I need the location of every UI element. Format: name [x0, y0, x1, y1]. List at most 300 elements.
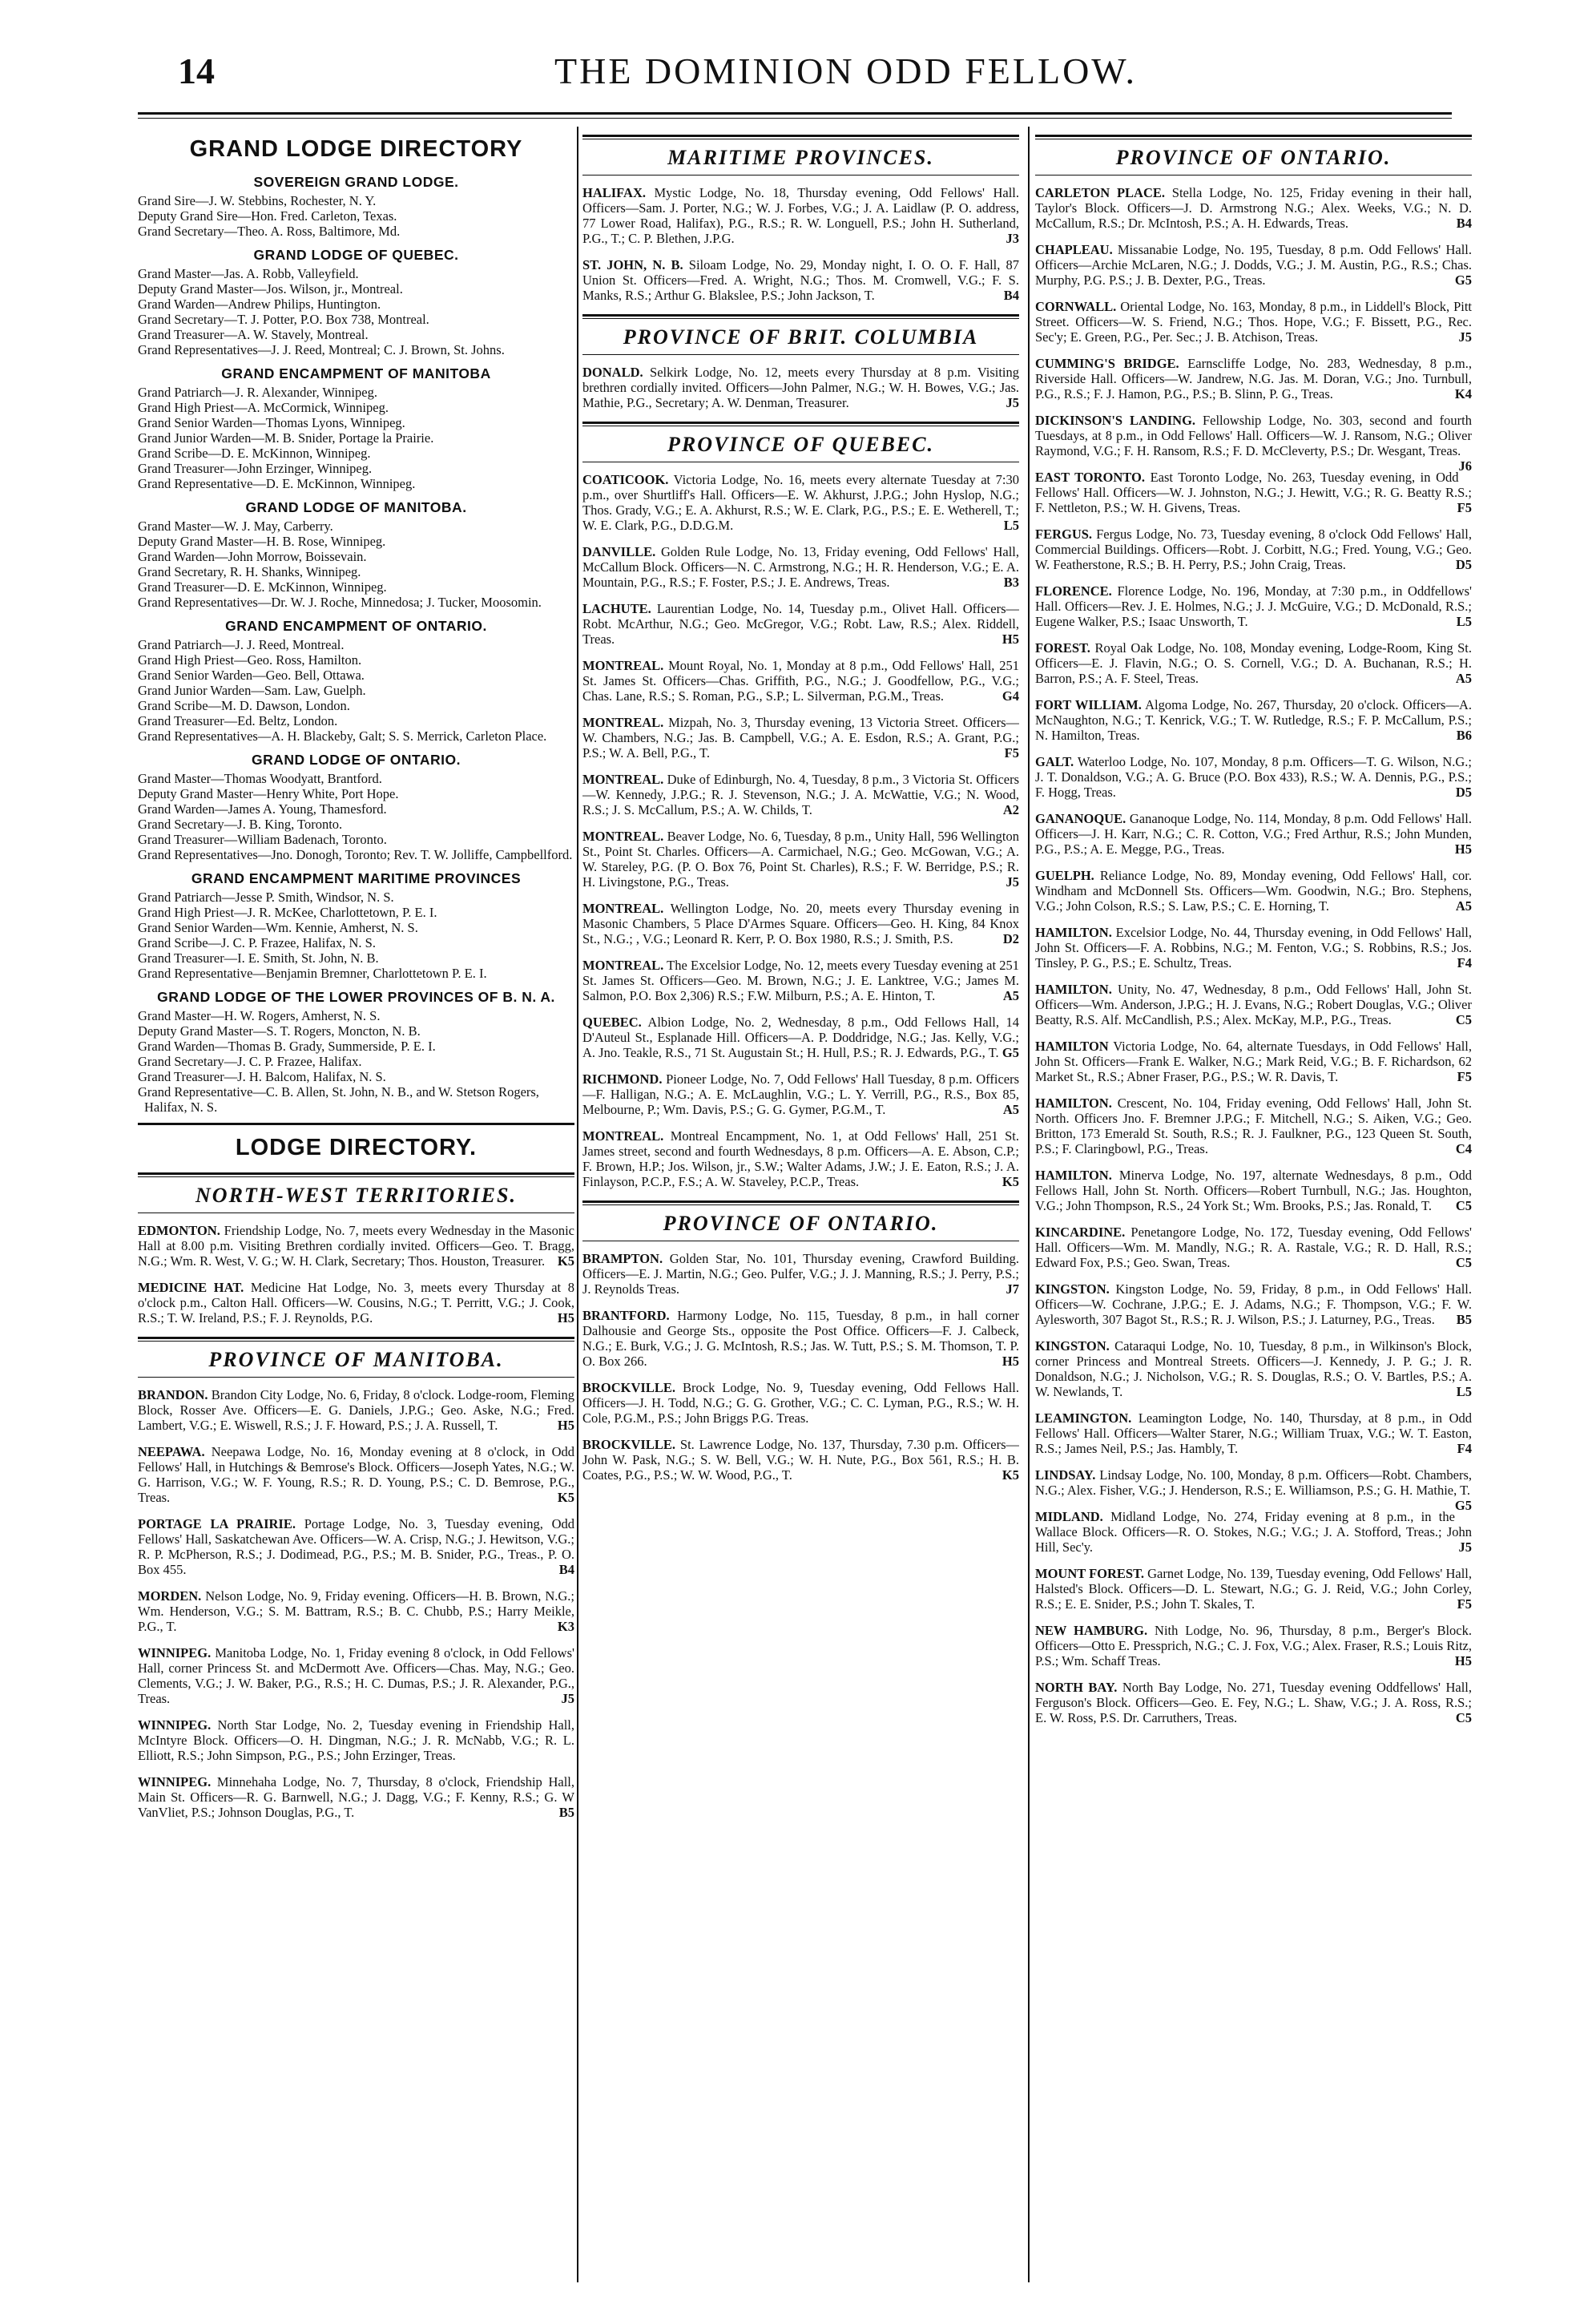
lodge-entry [1035, 185, 1472, 231]
lodge-details: Montreal Encampment, No. 1, at Odd Fellows' Hall, 251 St. James street, second and fourth Wednesdays, 8 p.m. Officers—A. E. Abson, C.P.; F. Brown, H.P.; Jos. Wilson, jr., S.W.; Walter Adams, J.W.; J. E. Eaton, R.S.; J. A. Finlayson, P.C.P., F.S.; A. W. Staveley, P.C.P., Treas. [582, 1128, 1019, 1189]
lodge-place: HAMILTON. [1035, 982, 1112, 997]
officer-line: Grand Representatives—A. H. Blackeby, Galt; S. S. Merrick, Carleton Place. [138, 728, 547, 744]
lodge-place: WINNIPEG. [138, 1645, 212, 1660]
lodge-place: MONTREAL. [582, 772, 664, 787]
lodge-entry [138, 1717, 574, 1763]
lodge-entry [582, 958, 1019, 1003]
lodge-place: GUELPH. [1035, 868, 1094, 883]
lodge-code: A5 [1002, 1102, 1019, 1117]
lodge-entry [582, 715, 1019, 761]
lodge-code: H5 [1002, 1354, 1019, 1369]
lodge-details: Unity, No. 47, Wednesday, 8 p.m., Odd Fellows' Hall, John St. Officers—Wm. Anderson, J.P.G.; H. J. Evans, N.G.; Robert Douglas, V.G.; Oliver Beatty, R.S. Alf. McCandlish, P.S.; Alex. McKay, M.P., P.G., Treas. [1035, 982, 1472, 1027]
lodge-place: CORNWALL. [1035, 299, 1117, 314]
lodge-details: Wellington Lodge, No. 20, meets every Thursday evening in Masonic Chambers, 5 Place D'Armes Square. Officers—Geo. H. King, 84 Knox St., N.G.; , V.G.; Leonard R. Kerr, P. O. Box 1980, R.S.; J. Smith, P.S. [582, 901, 1019, 946]
lodge-code: K5 [1002, 1467, 1019, 1483]
lodge-place: WINNIPEG. [138, 1717, 212, 1733]
lodge-details: Florence Lodge, No. 196, Monday, at 7:30 p.m., in Oddfellows' Hall. Officers—Rev. J. E. Holmes, N.G.; J. J. McGuire, V.G.; D. McDonald, R.S.; Eugene Walker, P.S.; Isaac Unsworth, T. [1035, 583, 1472, 629]
lodge-code: C5 [1455, 1012, 1472, 1027]
lodge-details: The Excelsior Lodge, No. 12, meets every Tuesday evening at 251 St. James St. Officers—Geo. M. Brown, N.G.; J. E. Lanktree, V.G.; James M. Salmon, P.O. Box 2,306) R.S.; F.W. Milburn, P.S.; A. E. Hinton, T. [582, 958, 1019, 1003]
lodge-place: BRANTFORD. [582, 1308, 670, 1323]
lodge-place: COATICOOK. [582, 472, 669, 487]
officer-line: Grand Treasurer—A. W. Stavely, Montreal. [138, 327, 369, 342]
officer-line: Grand Senior Warden—Geo. Bell, Ottawa. [138, 668, 365, 683]
section-rule [138, 1176, 574, 1177]
lodge-entry [1035, 1039, 1472, 1084]
lodge-entry [1035, 697, 1472, 743]
lodge-details: Medicine Hat Lodge, No. 3, meets every Thursday at 8 o'clock p.m., Calton Hall. Officers—W. Cousins, N.G.; T. Perritt, V.G.; J. Cook, R.S.; T. W. Ireland, P.S.; F. J. Reynolds, P.G. [138, 1280, 574, 1325]
officer-line: Grand Warden—Andrew Philips, Huntington. [138, 297, 381, 312]
officer-line: Grand Warden—John Morrow, Boissevain. [138, 549, 367, 564]
officer-line: Grand Treasurer—D. E. McKinnon, Winnipeg. [138, 579, 387, 595]
lodge-entry [1035, 583, 1472, 629]
lodge-entry [138, 1588, 574, 1634]
lodge-place: MONTREAL. [582, 958, 664, 973]
lodge-place: MONTREAL. [582, 658, 664, 673]
lodge-details: East Toronto Lodge, No. 263, Tuesday evening, in Odd Fellows' Hall. Officers—W. J. Johnston, N.G.; J. Hewitt, V.G.; R. G. Beatty R.S.; F. Nettleton, P.S.; W. H. Givens, Treas. [1035, 470, 1472, 515]
lodge-code: C5 [1455, 1255, 1472, 1270]
lodge-code: F4 [1457, 955, 1472, 970]
officer-line: Grand Representative—Benjamin Bremner, Charlottetown P. E. I. [138, 966, 487, 981]
page-title: THE DOMINION ODD FELLOW. [554, 50, 1138, 91]
section-rule [582, 354, 1019, 355]
lodge-entry [1035, 1566, 1472, 1612]
officer-line: Grand Secretary—J. B. King, Toronto. [138, 817, 343, 832]
lodge-entry [1035, 356, 1472, 401]
lodge-details: Leamington Lodge, No. 140, Thursday, at 8 p.m., in Odd Fellows' Hall. Officers—Walter Starer, N.G.; William Truax, V.G.; W. T. Easton, R.S.; James Neil, P.S.; Jas. Hambly, T. [1035, 1410, 1472, 1456]
officer-line: Grand Warden—Thomas B. Grady, Summerside, P. E. I. [138, 1039, 436, 1054]
lodge-entry [582, 365, 1019, 410]
lodge-code: J5 [1006, 874, 1019, 890]
lodge-entry [138, 1444, 574, 1505]
region-title: MARITIME PROVINCES. [667, 146, 934, 169]
lodge-code: H5 [557, 1418, 574, 1433]
lodge-code: F5 [1457, 500, 1472, 515]
lodge-place: EDMONTON. [138, 1223, 220, 1238]
lodge-details: St. Lawrence Lodge, No. 137, Thursday, 7.30 p.m. Officers—John W. Pask, N.G.; S. W. Bell, V.G.; W. H. Nute, P.G., Box 561, R.S.; H. B. Coates, P.G., P.S.; W. W. Wood, P.G., T. [582, 1437, 1019, 1483]
officer-line: Grand Master—W. J. May, Carberry. [138, 518, 333, 534]
lodge-place: CARLETON PLACE. [1035, 185, 1166, 200]
lodge-place: QUEBEC. [582, 1015, 642, 1030]
lodge-place: ST. JOHN, N. B. [582, 257, 683, 272]
lodge-details: Portage Lodge, No. 3, Tuesday evening, Odd Fellows' Hall, Saskatchewan Ave. Officers—W. A. Crisp, N.G.; J. Hewitson, V.G.; R. P. McPherson, R.S.; J. Dodimead, P.G., P.S.; M. B. Snider, P.G., Treas., P. O. Box 455. [138, 1516, 574, 1577]
lodge-place: GALT. [1035, 754, 1074, 769]
lodge-code: B6 [1456, 728, 1472, 743]
officer-line: Grand Secretary—Theo. A. Ross, Baltimore, Md. [138, 224, 401, 239]
grand-lodge-section-title: GRAND ENCAMPMENT MARITIME PROVINCES [191, 870, 522, 886]
lodge-entry [1035, 640, 1472, 686]
lodge-details: Laurentian Lodge, No. 14, Tuesday p.m., Olivet Hall. Officers—Robt. McArthur, N.G.; Geo. McGregor, V.G.; Robt. Law, R.S.; Alex. Riddell, Treas. [582, 601, 1019, 647]
grand-lodge-section-title: GRAND ENCAMPMENT OF MANITOBA [221, 365, 491, 381]
lodge-code: H5 [1002, 631, 1019, 647]
lodge-entry [138, 1645, 574, 1706]
lodge-code: F5 [1004, 745, 1019, 761]
section-rule [582, 314, 1019, 317]
lodge-details: Algoma Lodge, No. 267, Thursday, 20 o'clock. Officers—A. McNaughton, N.G.; T. Kenrick, V.G.; T. W. Rutledge, R.S.; F. P. McCallum, P.S.; N. Hamilton, Treas. [1035, 697, 1472, 743]
officer-line: Grand High Priest—A. McCormick, Winnipeg. [138, 400, 389, 415]
lodge-entry [582, 1015, 1019, 1060]
officer-line: Grand Master—H. W. Rogers, Amherst, N. S. [138, 1008, 381, 1023]
lodge-entry [582, 658, 1019, 704]
officer-line: Grand Treasurer—I. E. Smith, St. John, N. B. [138, 950, 379, 966]
lodge-details: Fellowship Lodge, No. 303, second and fourth Tuesdays, at 8 p.m., in Odd Fellows' Hall. Officers—W. J. Ransom, N.G.; Oliver Raymond, V.G.; F. H. Ransom, R.S.; F. D. McCleverty, P.S.; Dr. Wesgant, Treas. [1035, 413, 1472, 458]
lodge-code: L5 [1456, 1384, 1472, 1399]
lodge-place: BROCKVILLE. [582, 1380, 675, 1395]
lodge-details: Gananoque Lodge, No. 114, Monday, 8 p.m. Odd Fellows' Hall. Officers—J. H. Karr, N.G.; C. R. Cotton, V.G.; Fred Arthur, R.S.; John Munden, P.G., P.S.; A. E. Megge, P.G., Treas. [1035, 811, 1472, 857]
lodge-details: Siloam Lodge, No. 29, Monday night, I. O. O. F. Hall, 87 Union St. Officers—Fred. A. Wright, N.G.; Thos. M. Cromwell, V.G.; F. S. Manks, R.S.; Arthur G. Blakslee, P.S.; John Jackson, T. [582, 257, 1019, 303]
grand-lodge-section-title: GRAND LODGE OF THE LOWER PROVINCES OF B. N. A. [157, 989, 555, 1005]
lodge-code: G4 [1002, 688, 1019, 704]
lodge-code: B5 [1456, 1312, 1472, 1327]
lodge-entry [138, 1223, 574, 1269]
lodge-place: NORTH BAY. [1035, 1680, 1118, 1695]
lodge-details: Victoria Lodge, No. 16, meets every alternate Tuesday at 7:30 p.m., over Shurtliff's Hall. Officers—E. W. Akhurst, J.P.G.; John Hyslop, N.G.; Thos. Grady, V.G.; E. A. Akhurst, R.S.; W. E. Clark, P.G., P.S.; E. E. Wetherell, T.; W. E. Clark, P.G., D.D.G.M. [582, 472, 1019, 533]
lodge-code: K5 [557, 1253, 574, 1269]
lodge-details: Royal Oak Lodge, No. 108, Monday evening, Lodge-Room, King St. Officers—E. J. Flavin, N.G.; O. S. Cornell, V.G.; D. A. Buchanan, R.S.; H. Barron, P.S.; A. F. Steel, Treas. [1035, 640, 1472, 686]
officer-line: Deputy Grand Master—H. B. Rose, Winnipeg. [138, 534, 386, 549]
lodge-code: D5 [1455, 785, 1472, 800]
lodge-details: Pioneer Lodge, No. 7, Odd Fellows' Hall Tuesday, 8 p.m. Officers—F. Halligan, N.G.; A. E. McLaughlin, V.G.; L. Y. Verrill, P.G., R.S., Box 85, Melbourne, P.; Wm. Davis, P.S.; G. G. Gymer, P.G.M., T. [582, 1071, 1019, 1117]
lodge-details: Oriental Lodge, No. 163, Monday, 8 p.m., in Liddell's Block, Pitt Street. Officers—W. S. Friend, N.G.; Thos. Hope, V.G.; F. Bissett, P.G., Rec. Sec'y; E. Green, P.G., Per. Sec.; J. B. Atchison, Treas. [1035, 299, 1472, 345]
section-rule [582, 318, 1019, 319]
lodge-place: LINDSAY. [1035, 1467, 1096, 1483]
lodge-code: J5 [1458, 329, 1472, 345]
lodge-place: HAMILTON. [1035, 1168, 1112, 1183]
officer-line: Grand Representatives—J. J. Reed, Montreal; C. J. Brown, St. Johns. [138, 342, 505, 357]
section-rule [582, 422, 1019, 424]
lodge-code: J5 [561, 1691, 574, 1706]
lodge-code: J5 [1006, 395, 1019, 410]
officer-line: Deputy Grand Sire—Hon. Fred. Carleton, Texas. [138, 208, 397, 224]
column-grand-lodge-directory [138, 127, 574, 2282]
lodge-entry [582, 1380, 1019, 1426]
lodge-entry [138, 1516, 574, 1577]
officer-line: Grand Representatives—Dr. W. J. Roche, Minnedosa; J. Tucker, Moosomin. [138, 595, 542, 610]
lodge-details: Mizpah, No. 3, Thursday evening, 13 Victoria Street. Officers—W. Chambers, N.G.; Jas. B. Campbell, V.G.; A. E. Esdon, R.S.; A. Grant, P.G.; P.S.; W. A. Bell, P.G., T. [582, 715, 1019, 761]
lodge-entry [1035, 1509, 1472, 1555]
officer-line: Grand Treasurer—John Erzinger, Winnipeg. [138, 461, 373, 476]
lodge-code: J5 [1458, 1539, 1472, 1555]
section-rule [138, 1337, 574, 1339]
lodge-entry [1035, 1410, 1472, 1456]
officer-line: Deputy Grand Master—S. T. Rogers, Moncton, N. B. [138, 1023, 421, 1039]
lodge-place: MONTREAL. [582, 715, 664, 730]
lodge-code: D5 [1455, 557, 1472, 572]
officer-line: Grand Secretary—J. C. P. Frazee, Halifax. [138, 1054, 362, 1069]
lodge-code: H5 [1454, 841, 1472, 857]
section-rule [138, 1377, 574, 1378]
lodge-code: H5 [1454, 1653, 1472, 1668]
lodge-details: Excelsior Lodge, No. 44, Thursday evening, in Odd Fellows' Hall, John St. Officers—F. A. Robbins, N.G.; M. Fenton, V.G.; S. Robbins, R.S.; Jos. Tinsley, P. G., P.S.; E. Schultz, Treas. [1035, 925, 1472, 970]
lodge-code: F4 [1457, 1441, 1472, 1456]
lodge-details: Lindsay Lodge, No. 100, Monday, 8 p.m. Officers—Robt. Chambers, N.G.; Alex. Fisher, V.G.; J. Henderson, R.S.; E. Williamson, P.S.; G. H. Mathie, T. [1035, 1467, 1472, 1498]
lodge-details: Missanabie Lodge, No. 195, Tuesday, 8 p.m. Odd Fellows' Hall. Officers—Archie McLaren, N.G.; J. Dodds, V.G.; J. M. Austin, P.G., R.S.; Chas. Murphy, P.G. P.S.; J. B. Dexter, P.G., Treas. [1035, 242, 1472, 288]
lodge-entry [1035, 413, 1472, 474]
lodge-code: C5 [1455, 1198, 1472, 1213]
officer-line: Grand Secretary, R. H. Shanks, Winnipeg. [138, 564, 361, 579]
lodge-code: K5 [1002, 1174, 1019, 1189]
lodge-details: Neepawa Lodge, No. 16, Monday evening at 8 o'clock, in Odd Fellows' Hall, in Hutchings & Bemrose's Block. Officers—Joseph Yates, N.G.; W. G. Harrison, V.G.; W. F. Young, R.S.; R. D. Young, P.S.; C. D. Bemrose, P.G., Treas. [138, 1444, 574, 1505]
lodge-directory-heading: LODGE DIRECTORY. [235, 1135, 478, 1160]
lodge-details: North Star Lodge, No. 2, Tuesday evening in Friendship Hall, McIntyre Block. Officers—O. H. Dingman, N.G.; J. R. McNabb, V.G.; R. L. Elliott, R.S.; John Simpson, P.G., P.S.; John Erzinger, Treas. [138, 1717, 574, 1763]
lodge-details: Golden Rule Lodge, No. 13, Friday evening, Odd Fellows' Hall, McCallum Block. Officers—N. C. Armstrong, N.G.; H. R. Henderson, V.G.; E. A. Mountain, P.G., R.S.; F. Foster, P.S.; J. E. Andrews, Treas. [582, 544, 1019, 590]
lodge-code: A5 [1002, 988, 1019, 1003]
lodge-details: Manitoba Lodge, No. 1, Friday evening 8 o'clock, in Odd Fellows' Hall, corner Princess St. and McDermott Ave. Officers—Chas. May, N.G.; Geo. Clements, V.G.; J. W. Baker, P.G., R.S.; H. C. Dumas, P.S.; J. R. Alexander, P.G., Treas. [138, 1645, 574, 1706]
lodge-entry [1035, 1338, 1472, 1399]
officer-line: Grand Junior Warden—M. B. Snider, Portage la Prairie. [138, 430, 434, 446]
lodge-details: Friendship Lodge, No. 7, meets every Wednesday in the Masonic Hall at 8.00 p.m. Visiting Brethren cordially invited. Officers—Geo. T. Bragg, N.G.; Wm. R. West, V. G.; W. H. Clark, Secretary; Thos. Houston, Treasurer. [138, 1223, 574, 1269]
lodge-details: Beaver Lodge, No. 6, Tuesday, 8 p.m., Unity Hall, 596 Wellington St., Point St. Charles. Officers—A. Carmichael, N.G.; Geo. McGowan, V.G.; A. W. Stareley, P.G. (P. O. Box 76, Point St. Charles), R.S.; F. W. Berridge, P.S.; R. H. Livingstone, P.G., Treas. [582, 829, 1019, 890]
lodge-details: Garnet Lodge, No. 139, Tuesday evening, Odd Fellows' Hall, Halsted's Block. Officers—D. L. Stewart, N.G.; G. J. Reid, V.G.; John Corley, R.S.; E. E. Snider, P.S.; John T. Skales, T. [1035, 1566, 1472, 1612]
lodge-code: B4 [1456, 216, 1472, 231]
officer-line: Grand Patriarch—J. J. Reed, Montreal. [138, 637, 345, 652]
officer-line: Grand Patriarch—Jesse P. Smith, Windsor, N. S. [138, 890, 394, 905]
lodge-entry [1035, 754, 1472, 800]
lodge-entry [1035, 527, 1472, 572]
officer-line: Grand Scribe—J. C. P. Frazee, Halifax, N. S. [138, 935, 376, 950]
lodge-code: G5 [1454, 1498, 1472, 1513]
lodge-entry [582, 1128, 1019, 1189]
lodge-entry [582, 472, 1019, 533]
section-rule [1035, 135, 1472, 137]
grand-lodge-section-title: GRAND LODGE OF QUEBEC. [253, 247, 459, 263]
column-maritime-quebec-ontario [582, 127, 1019, 2282]
section-rule [138, 1341, 574, 1342]
officer-line: Grand Representative—C. B. Allen, St. John, N. B., and W. Stetson Rogers, Halifax, N. S. [138, 1084, 539, 1115]
lodge-details: Nelson Lodge, No. 9, Friday evening. Officers—H. B. Brown, N.G.; Wm. Henderson, V.G.; S. M. Battram, R.S.; B. C. Chubb, P.S.; Harry Meikle, P.G., T. [138, 1588, 574, 1634]
lodge-entry [582, 257, 1019, 303]
region-title: PROVINCE OF MANITOBA. [208, 1348, 504, 1371]
page-number: 14 [178, 50, 215, 91]
lodge-place: BROCKVILLE. [582, 1437, 675, 1452]
lodge-details: Albion Lodge, No. 2, Wednesday, 8 p.m., Odd Fellows Hall, 14 D'Auteul St., Esplanade Hill. Officers—A. P. Doddridge, N.G.; Jas. Kelly, V.G.; A. Jno. Teakle, R.S., 71 St. Augustain St.; H. Hull, P.S.; R. J. Edwards, P.G., T. [582, 1015, 1019, 1060]
lodge-details: Nith Lodge, No. 96, Thursday, 8 p.m., Berger's Block. Officers—Otto E. Pressprich, N.G.; C. J. Fox, V.G.; Alex. Fraser, R.S.; Louis Ritz, P.S.; Wm. Schaff Treas. [1035, 1623, 1472, 1668]
lodge-entry [1035, 1680, 1472, 1725]
lodge-code: L5 [1003, 518, 1019, 533]
lodge-code: B3 [1003, 575, 1019, 590]
lodge-entry [582, 1437, 1019, 1483]
section-rule [138, 1123, 574, 1125]
officer-line: Grand Treasurer—J. H. Balcom, Halifax, N. S. [138, 1069, 386, 1084]
lodge-details: Waterloo Lodge, No. 107, Monday, 8 p.m. Officers—T. G. Wilson, N.G.; J. T. Donaldson, V.G.; A. G. Bruce (P.O. Box 433), R.S.; W. A. Dennis, P.G., P.S.; F. Hogg, Treas. [1035, 754, 1472, 800]
lodge-details: Selkirk Lodge, No. 12, meets every Thursday at 8 p.m. Visiting brethren cordially invited. Officers—John Palmer, N.G.; W. H. Bowes, V.G.; Jas. Mathie, P.G., Secretary; A. W. Denman, Treasurer. [582, 365, 1019, 410]
section-rule [582, 175, 1019, 176]
lodge-entry [1035, 470, 1472, 515]
lodge-details: Earnscliffe Lodge, No. 283, Wednesday, 8 p.m., Riverside Hall. Officers—W. Jandrew, N.G. Jas. M. Doran, V.G.; Jno. Turnbull, P.G., R.S.; F. J. Hamon, P.G., P.S.; B. Slinn, P. G., Treas. [1035, 356, 1472, 401]
officer-line: Grand Representative—D. E. McKinnon, Winnipeg. [138, 476, 416, 491]
lodge-place: FORT WILLIAM. [1035, 697, 1142, 712]
lodge-details: Midland Lodge, No. 274, Friday evening at 8 p.m., in the Wallace Block. Officers—R. O. Stokes, N.G.; V.G.; J. A. Stofford, Treas.; John Hill, Sec'y. [1035, 1509, 1472, 1555]
section-rule [582, 1204, 1019, 1205]
lodge-code: J3 [1006, 231, 1019, 246]
lodge-code: B4 [1003, 288, 1019, 303]
lodge-details: Minerva Lodge, No. 197, alternate Wednesdays, 8 p.m., Odd Fellows Hall, John St. North. Officers—Robert Turnbull, N.G.; Jas. Houghton, V.G.; John Thompson, R.S., 24 York St.; Wm. Brooks, P.S.; Jas. Ronald, T. [1035, 1168, 1472, 1213]
lodge-entry [582, 901, 1019, 946]
lodge-entry [582, 1251, 1019, 1297]
lodge-code: C4 [1455, 1141, 1472, 1156]
lodge-code: J6 [1458, 458, 1472, 474]
lodge-place: MOUNT FOREST. [1035, 1566, 1144, 1581]
lodge-details: Mount Royal, No. 1, Monday at 8 p.m., Odd Fellows' Hall, 251 St. James St. Officers—Chas. Griffith, P.G., N.G.; J. Goodfellow, P.G., V.G.; Chas. Lane, R.S.; S. Roman, P.G., S.P.; L. Silverman, P.G.M., Treas. [582, 658, 1019, 704]
lodge-entry [1035, 1225, 1472, 1270]
lodge-place: LACHUTE. [582, 601, 651, 616]
lodge-place: EAST TORONTO. [1035, 470, 1145, 485]
region-title: NORTH-WEST TERRITORIES. [195, 1184, 517, 1207]
section-rule [1035, 175, 1472, 176]
lodge-entry [138, 1387, 574, 1433]
lodge-entry [582, 829, 1019, 890]
lodge-details: Minnehaha Lodge, No. 7, Thursday, 8 o'clock, Friendship Hall, Main St. Officers—R. G. Barnwell, N.G.; J. Dagg, V.G.; F. Kenny, R.S.; G. W VanVliet, P.S.; Johnson Douglas, P.G., T. [138, 1774, 574, 1820]
officer-line: Grand High Priest—J. R. McKee, Charlottetown, P. E. I. [138, 905, 437, 920]
lodge-place: MEDICINE HAT. [138, 1280, 244, 1295]
lodge-place: DONALD. [582, 365, 643, 380]
lodge-code: J7 [1006, 1281, 1019, 1297]
lodge-place: WINNIPEG. [138, 1774, 212, 1790]
region-title: PROVINCE OF ONTARIO. [1115, 146, 1392, 169]
lodge-details: Penetangore Lodge, No. 172, Tuesday evening, Odd Fellows' Hall. Officers—Wm. M. Mandly, N.G.; R. A. Rastale, V.G.; R. D. Hall, R.S.; Edward Fox, P.S.; Geo. Swan, Treas. [1035, 1225, 1472, 1270]
lodge-code: G5 [1002, 1045, 1019, 1060]
lodge-place: KINGSTON. [1035, 1338, 1110, 1354]
officer-line: Grand Scribe—D. E. McKinnon, Winnipeg. [138, 446, 371, 461]
column-province-of-ontario [1035, 127, 1472, 2282]
officer-line: Grand Secretary—T. J. Potter, P.O. Box 738, Montreal. [138, 312, 429, 327]
lodge-place: BRAMPTON. [582, 1251, 663, 1266]
grand-lodge-section-title: GRAND ENCAMPMENT OF ONTARIO. [225, 618, 487, 634]
lodge-place: BRANDON. [138, 1387, 208, 1402]
lodge-entry [582, 544, 1019, 590]
lodge-entry [1035, 1281, 1472, 1327]
lodge-details: Brandon City Lodge, No. 6, Friday, 8 o'clock. Lodge-room, Fleming Block, Rosser Ave. Officers—E. G. Daniels, J.P.G.; Geo. Aske, N.G.; Fred. Lambert, V.G.; E. Wiswell, R.S.; J. F. Howard, P.S.; J. A. Russell, T. [138, 1387, 574, 1433]
lodge-details: Harmony Lodge, No. 115, Tuesday, 8 p.m., in hall corner Dalhousie and George Sts., opposite the Post Office. Officers—F. J. Calbeck, N.G.; E. Burk, V.G.; J. G. McIntosh, R.S.; Jas. W. Tutt, P.S.; S. M. Thomson, T. P. O. Box 266. [582, 1308, 1019, 1369]
lodge-code: B5 [558, 1805, 574, 1820]
grand-lodge-directory-heading: GRAND LODGE DIRECTORY [189, 136, 523, 162]
lodge-place: HAMILTON. [1035, 1095, 1112, 1111]
lodge-entry [582, 185, 1019, 246]
lodge-entry [582, 1071, 1019, 1117]
lodge-place: PORTAGE LA PRAIRIE. [138, 1516, 296, 1531]
lodge-details: Mystic Lodge, No. 18, Thursday evening, Odd Fellows' Hall. Officers—Sam. J. Porter, N.G.; W. J. Forbes, V.G.; J. A. Laidlaw (P. O. address, 77 Lower Road, Halifax), P.G., R.S.; R. W. Longuell, P.S.; John H. Sutherland, P.G., T.; C. P. Blethen, J.P.G. [582, 185, 1019, 246]
officer-line: Grand High Priest—Geo. Ross, Hamilton. [138, 652, 362, 668]
lodge-code: A5 [1455, 671, 1472, 686]
lodge-code: L5 [1456, 614, 1472, 629]
page-header [178, 50, 1452, 114]
lodge-place: MONTREAL. [582, 829, 664, 844]
lodge-place: MIDLAND. [1035, 1509, 1103, 1524]
lodge-entry [138, 1280, 574, 1325]
lodge-code: B4 [558, 1562, 574, 1577]
grand-lodge-section-title: GRAND LODGE OF ONTARIO. [251, 752, 461, 768]
lodge-details: Cataraqui Lodge, No. 10, Tuesday, 8 p.m., in Wilkinson's Block, corner Princess and Montreal Streets. Officers—J. Kennedy, J. P. G.; J. R. Donaldson, N.G.; J. Nicholson, V.G.; R. S. Douglas, R.S.; O. V. Bartles, P.S.; A. W. Newlands, T. [1035, 1338, 1472, 1399]
lodge-entry [1035, 868, 1472, 914]
lodge-details: North Bay Lodge, No. 271, Tuesday evening Oddfellows' Hall, Ferguson's Block. Officers—Geo. E. Fey, N.G.; L. Shaw, V.G.; J. A. Ross, R.S.; E. W. Ross, P.S. Dr. Carruthers, Treas. [1035, 1680, 1472, 1725]
section-rule [582, 1200, 1019, 1203]
lodge-entry [138, 1774, 574, 1820]
column-divider [1028, 127, 1030, 2282]
lodge-place: LEAMINGTON. [1035, 1410, 1132, 1426]
lodge-entry [1035, 811, 1472, 857]
lodge-place: HAMILTON. [1035, 925, 1112, 940]
officer-line: Grand Representatives—Jno. Donogh, Toronto; Rev. T. W. Jolliffe, Campbellford. [138, 847, 573, 862]
lodge-details: Crescent, No. 104, Friday evening, Odd Fellows' Hall, John St. North. Officers Jno. F. Bremner J.P.G.; F. Mitchell, N.G.; S. Aiken, V.G.; Geo. Britton, 173 Emerald St. South, R.S.; R. J. Faulkner, P.G., 123 Queen St. South, P.S.; F. Claringbowl, P.G., Treas. [1035, 1095, 1472, 1156]
lodge-details: Reliance Lodge, No. 89, Monday evening, Odd Fellows' Hall, cor. Windham and McDonnell Sts. Officers—Wm. Goodwin, N.G.; Bro. Stephens, V.G.; John Colson, R.S.; S. Law, P.S.; C. E. Horning, T. [1035, 868, 1472, 914]
officer-line: Deputy Grand Master—Henry White, Port Hope. [138, 786, 399, 801]
officer-line: Grand Sire—J. W. Stebbins, Rochester, N. Y. [138, 193, 377, 208]
lodge-place: FERGUS. [1035, 527, 1093, 542]
lodge-details: Brock Lodge, No. 9, Tuesday evening, Odd Fellows Hall. Officers—J. H. Todd, N.G.; G. G. Grother, V.G.; C. C. Lyman, P.G., R.S.; W. H. Cole, P.G.M., P.S.; John Briggs P.G. Treas. [582, 1380, 1019, 1426]
lodge-code: K4 [1454, 386, 1472, 401]
lodge-entry [582, 601, 1019, 647]
lodge-place: DANVILLE. [582, 544, 656, 559]
officer-line: Grand Junior Warden—Sam. Law, Guelph. [138, 683, 366, 698]
lodge-details: Duke of Edinburgh, No. 4, Tuesday, 8 p.m., 3 Victoria St. Officers—W. Kennedy, J.P.G.; R. J. Stevenson, N.G.; J. A. McWattie, V.G.; N. Wood, R.S.; J. S. McCallum, P.S.; A. W. Childs, T. [582, 772, 1019, 817]
officer-line: Grand Master—Thomas Woodyatt, Brantford. [138, 771, 382, 786]
lodge-place: KINGSTON. [1035, 1281, 1110, 1297]
lodge-entry [1035, 242, 1472, 288]
lodge-entry [1035, 1168, 1472, 1213]
lodge-code: K3 [557, 1619, 574, 1634]
lodge-place: RICHMOND. [582, 1071, 663, 1087]
lodge-entry [1035, 1095, 1472, 1156]
header-rule [138, 112, 1452, 119]
lodge-place: FOREST. [1035, 640, 1090, 656]
lodge-place: MONTREAL. [582, 901, 664, 916]
officer-line: Grand Treasurer—William Badenach, Toronto. [138, 832, 387, 847]
lodge-entry [1035, 925, 1472, 970]
lodge-place: MONTREAL. [582, 1128, 664, 1144]
column-divider [577, 127, 578, 2282]
lodge-place: DICKINSON'S LANDING. [1035, 413, 1196, 428]
lodge-place: GANANOQUE. [1035, 811, 1126, 826]
lodge-details: Victoria Lodge, No. 64, alternate Tuesdays, in Odd Fellows' Hall, John St. Officers—Frank E. Walker, N.G.; Mark Reid, V.G.; B. F. Richardson, 62 Market St., R.S.; Abner Fraser, P.G., P.S.; W. R. Davis, T. [1035, 1039, 1472, 1084]
lodge-code: A5 [1455, 898, 1472, 914]
officer-line: Grand Scribe—M. D. Dawson, London. [138, 698, 350, 713]
lodge-code: C5 [1455, 1710, 1472, 1725]
lodge-entry [582, 1308, 1019, 1369]
lodge-place: CUMMING'S BRIDGE. [1035, 356, 1179, 371]
section-rule [582, 135, 1019, 137]
lodge-details: Golden Star, No. 101, Thursday evening, Crawford Building. Officers—E. J. Martin, N.G.; Geo. Pulfer, V.G.; J. J. Manning, R.S.; J. Perry, P.S.; J. Reynolds Treas. [582, 1251, 1019, 1297]
section-rule [138, 1172, 574, 1175]
lodge-place: KINCARDINE. [1035, 1225, 1126, 1240]
officer-line: Grand Warden—James A. Young, Thamesford. [138, 801, 387, 817]
officer-line: Grand Senior Warden—Thomas Lyons, Winnipeg. [138, 415, 405, 430]
lodge-place: HAMILTON [1035, 1039, 1109, 1054]
lodge-code: A2 [1002, 802, 1019, 817]
lodge-entry [1035, 1623, 1472, 1668]
lodge-place: HALIFAX. [582, 185, 646, 200]
lodge-details: Stella Lodge, No. 125, Friday evening in their hall, Taylor's Block. Officers—J. D. Armstrong N.G.; Alex. Weeks, V.G.; N. D. McCallum, R.S.; Dr. McIntosh, P.S.; A. H. Edwards, Treas. [1035, 185, 1472, 231]
region-title: PROVINCE OF ONTARIO. [663, 1212, 939, 1235]
lodge-entry [582, 772, 1019, 817]
lodge-place: NEEPAWA. [138, 1444, 205, 1459]
grand-lodge-section-title: SOVEREIGN GRAND LODGE. [253, 174, 459, 190]
lodge-place: NEW HAMBURG. [1035, 1623, 1148, 1638]
lodge-entry [1035, 982, 1472, 1027]
grand-lodge-section-title: GRAND LODGE OF MANITOBA. [245, 499, 467, 515]
officer-line: Grand Patriarch—J. R. Alexander, Winnipeg. [138, 385, 377, 400]
officer-line: Grand Treasurer—Ed. Beltz, London. [138, 713, 338, 728]
region-title: PROVINCE OF BRIT. COLUMBIA [623, 325, 979, 349]
lodge-details: Fergus Lodge, No. 73, Tuesday evening, 8 o'clock Odd Fellows' Hall, Commercial Buildings. Officers—Robt. J. Corbitt, N.G.; Fred. Young, V.G.; Geo. W. Featherstone, R.S.; B. H. Perry, P.S.; John Craig, Treas. [1035, 527, 1472, 572]
lodge-code: G5 [1454, 272, 1472, 288]
lodge-place: CHAPLEAU. [1035, 242, 1113, 257]
lodge-code: H5 [557, 1310, 574, 1325]
lodge-code: F5 [1457, 1596, 1472, 1612]
lodge-entry [1035, 1467, 1472, 1513]
lodge-code: F5 [1457, 1069, 1472, 1084]
lodge-place: FLORENCE. [1035, 583, 1112, 599]
officer-line: Grand Senior Warden—Wm. Kennie, Amherst, N. S. [138, 920, 418, 935]
lodge-entry [1035, 299, 1472, 345]
